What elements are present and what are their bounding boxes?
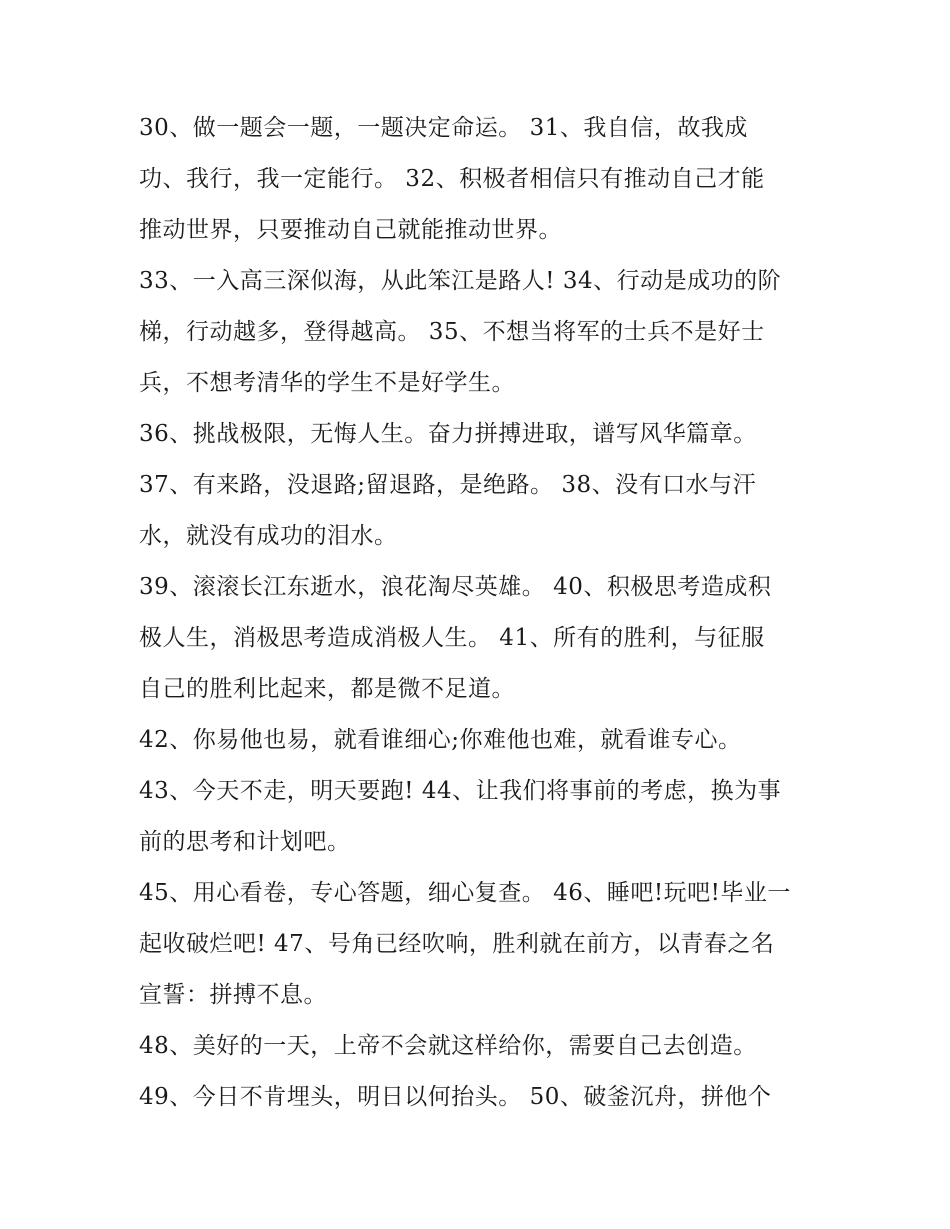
text-line: 33、一入高三深似海，从此笨江是路人! 34、行动是成功的阶	[139, 268, 782, 294]
text-line: 前的思考和计划吧。	[139, 829, 351, 855]
text-line: 37、有来路，没退路;留退路，是绝路。 38、没有口水与汗	[139, 472, 757, 498]
text-line: 43、今天不走，明天要跑! 44、让我们将事前的考虑，换为事	[139, 778, 782, 804]
text-line: 30、做一题会一题，一题决定命运。 31、我自信，故我成	[139, 115, 748, 141]
text-line: 自己的胜利比起来，都是微不足道。	[139, 676, 515, 702]
text-line: 48、美好的一天，上帝不会就这样给你，需要自己去创造。	[139, 1033, 757, 1059]
text-line: 兵，不想考清华的学生不是好学生。	[139, 370, 515, 396]
quote-text-block	[139, 103, 819, 1123]
text-line: 宣誓：拼搏不息。	[139, 982, 327, 1008]
text-line: 42、你易他也易，就看谁细心;你难他也难，就看谁专心。	[139, 727, 742, 753]
text-line: 功、我行，我一定能行。 32、积极者相信只有推动自己才能	[139, 166, 765, 192]
text-line: 水，就没有成功的泪水。	[139, 523, 398, 549]
text-line: 36、挑战极限，无悔人生。奋力拼搏进取，谱写风华篇章。	[139, 421, 757, 447]
text-line: 梯，行动越多，登得越高。 35、不想当将军的士兵不是好士	[139, 319, 765, 345]
text-line: 49、今日不肯埋头，明日以何抬头。 50、破釜沉舟，拼他个	[139, 1084, 772, 1110]
text-line: 39、滚滚长江东逝水，浪花淘尽英雄。 40、积极思考造成积	[139, 574, 772, 600]
text-line: 45、用心看卷，专心答题，细心复查。 46、睡吧!玩吧!毕业一	[139, 880, 791, 906]
text-line: 极人生，消极思考造成消极人生。 41、所有的胜利，与征服	[139, 625, 765, 651]
text-line: 推动世界，只要推动自己就能推动世界。	[139, 217, 562, 243]
text-line: 起收破烂吧! 47、号角已经吹响，胜利就在前方，以青春之名	[139, 931, 775, 957]
